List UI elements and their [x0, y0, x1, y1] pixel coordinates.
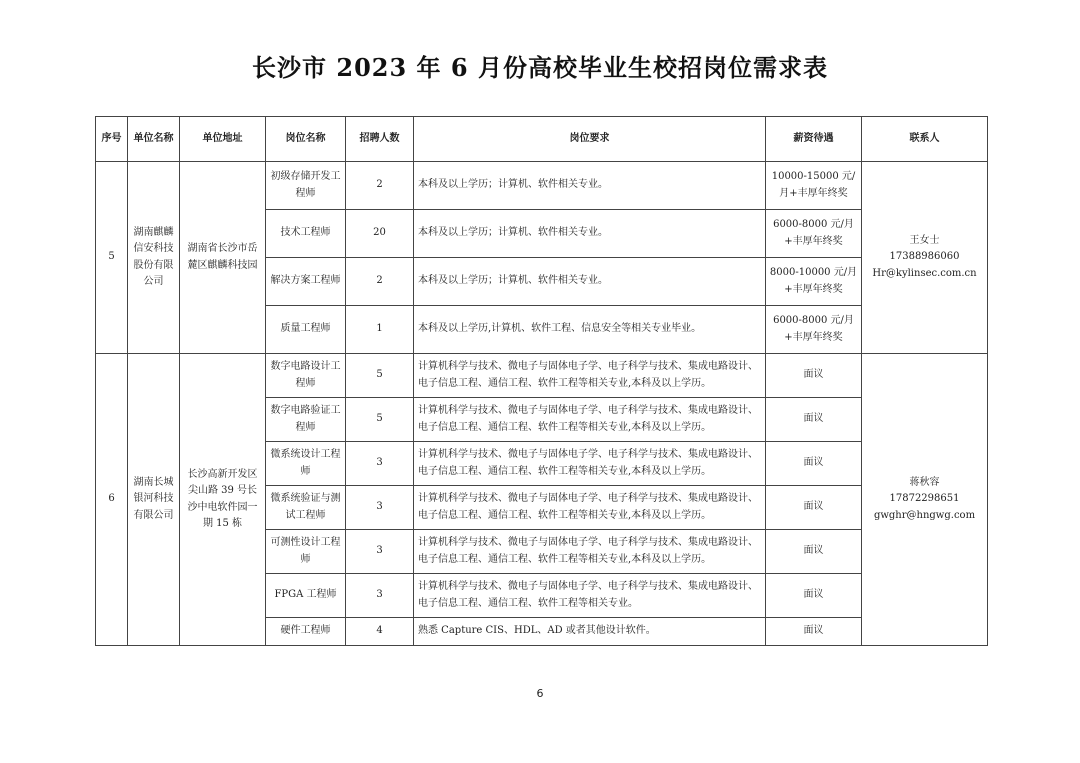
contact-phone: 17872298651	[889, 493, 960, 505]
position-name-cell: 可测性设计工程师	[266, 530, 346, 574]
position-salary-cell: 面议	[766, 574, 862, 618]
position-name-cell: FPGA 工程师	[266, 574, 346, 618]
position-name-cell: 质量工程师	[266, 306, 346, 354]
contact-phone: 17388986060	[889, 251, 960, 263]
contact-name: 王女士	[909, 234, 940, 246]
seq-cell: 6	[96, 354, 128, 646]
job-requirements-table	[95, 116, 988, 646]
seq-cell: 5	[96, 162, 128, 354]
header-count: 招聘人数	[346, 117, 414, 162]
company-name-cell: 湖南麒麟信安科技股份有限公司	[128, 162, 180, 354]
position-requirements-cell: 本科及以上学历；计算机、软件相关专业。	[414, 258, 766, 306]
header-address: 单位地址	[180, 117, 266, 162]
position-name-cell: 数字电路设计工程师	[266, 354, 346, 398]
position-count-cell: 3	[346, 574, 414, 618]
position-requirements-cell: 计算机科学与技术、微电子与固体电子学、电子科学与技术、集成电路设计、电子信息工程、通信工程、软件工程等相关专业,本科及以上学历。	[414, 398, 766, 442]
position-requirements-cell: 计算机科学与技术、微电子与固体电子学、电子科学与技术、集成电路设计、电子信息工程、通信工程、软件工程等相关专业,本科及以上学历。	[414, 442, 766, 486]
position-count-cell: 5	[346, 354, 414, 398]
header-contact: 联系人	[862, 117, 988, 162]
page-title: 长沙市 2023 年 6 月份高校毕业生校招岗位需求表	[252, 53, 828, 82]
position-count-cell: 5	[346, 398, 414, 442]
position-requirements-cell: 本科及以上学历；计算机、软件相关专业。	[414, 162, 766, 210]
position-requirements-cell: 熟悉 Capture CIS、HDL、AD 或者其他设计软件。	[414, 618, 766, 646]
position-count-cell: 20	[346, 210, 414, 258]
page-number: 6	[536, 687, 544, 700]
position-name-cell: 解决方案工程师	[266, 258, 346, 306]
position-name-cell: 技术工程师	[266, 210, 346, 258]
contact-cell	[862, 354, 988, 646]
header-company: 单位名称	[128, 117, 180, 162]
position-salary-cell: 6000-8000 元/月+丰厚年终奖	[766, 306, 862, 354]
position-requirements-cell: 计算机科学与技术、微电子与固体电子学、电子科学与技术、集成电路设计、电子信息工程、通信工程、软件工程等相关专业,本科及以上学历。	[414, 486, 766, 530]
company-address-cell: 湖南省长沙市岳麓区麒麟科技园	[180, 162, 266, 354]
position-name-cell: 硬件工程师	[266, 618, 346, 646]
position-count-cell: 2	[346, 258, 414, 306]
position-count-cell: 3	[346, 530, 414, 574]
table-row	[96, 354, 988, 398]
position-requirements-cell: 计算机科学与技术、微电子与固体电子学、电子科学与技术、集成电路设计、电子信息工程、通信工程、软件工程等相关专业,本科及以上学历。	[414, 354, 766, 398]
position-salary-cell: 面议	[766, 530, 862, 574]
header-position: 岗位名称	[266, 117, 346, 162]
position-salary-cell: 面议	[766, 442, 862, 486]
header-requirements: 岗位要求	[414, 117, 766, 162]
position-requirements-cell: 本科及以上学历；计算机、软件相关专业。	[414, 210, 766, 258]
position-requirements-cell: 计算机科学与技术、微电子与固体电子学、电子科学与技术、集成电路设计、电子信息工程、通信工程、软件工程等相关专业。	[414, 574, 766, 618]
position-count-cell: 1	[346, 306, 414, 354]
table-header-row	[96, 117, 988, 162]
position-requirements-cell: 本科及以上学历,计算机、软件工程、信息安全等相关专业毕业。	[414, 306, 766, 354]
position-name-cell: 初级存储开发工程师	[266, 162, 346, 210]
contact-email: gwghr@hngwg.com	[873, 509, 976, 521]
contact-name: 蒋秋容	[909, 476, 940, 488]
position-name-cell: 数字电路验证工程师	[266, 398, 346, 442]
company-name-cell: 湖南长城银河科技有限公司	[128, 354, 180, 646]
contact-email: Hr@kylinsec.com.cn	[872, 267, 977, 279]
position-requirements-cell: 计算机科学与技术、微电子与固体电子学、电子科学与技术、集成电路设计、电子信息工程、通信工程、软件工程等相关专业,本科及以上学历。	[414, 530, 766, 574]
position-count-cell: 4	[346, 618, 414, 646]
position-count-cell: 3	[346, 486, 414, 530]
contact-cell	[862, 162, 988, 354]
position-salary-cell: 6000-8000 元/月+丰厚年终奖	[766, 210, 862, 258]
position-salary-cell: 面议	[766, 618, 862, 646]
header-salary: 薪资待遇	[766, 117, 862, 162]
position-salary-cell: 面议	[766, 398, 862, 442]
position-name-cell: 微系统设计工程师	[266, 442, 346, 486]
table-row	[96, 162, 988, 210]
position-salary-cell: 8000-10000 元/月+丰厚年终奖	[766, 258, 862, 306]
position-count-cell: 2	[346, 162, 414, 210]
position-name-cell: 微系统验证与测试工程师	[266, 486, 346, 530]
position-salary-cell: 10000-15000 元/月+丰厚年终奖	[766, 162, 862, 210]
position-salary-cell: 面议	[766, 354, 862, 398]
header-seq: 序号	[96, 117, 128, 162]
position-salary-cell: 面议	[766, 486, 862, 530]
company-address-cell: 长沙高新开发区尖山路 39 号长沙中电软件园一期 15 栋	[180, 354, 266, 646]
position-count-cell: 3	[346, 442, 414, 486]
